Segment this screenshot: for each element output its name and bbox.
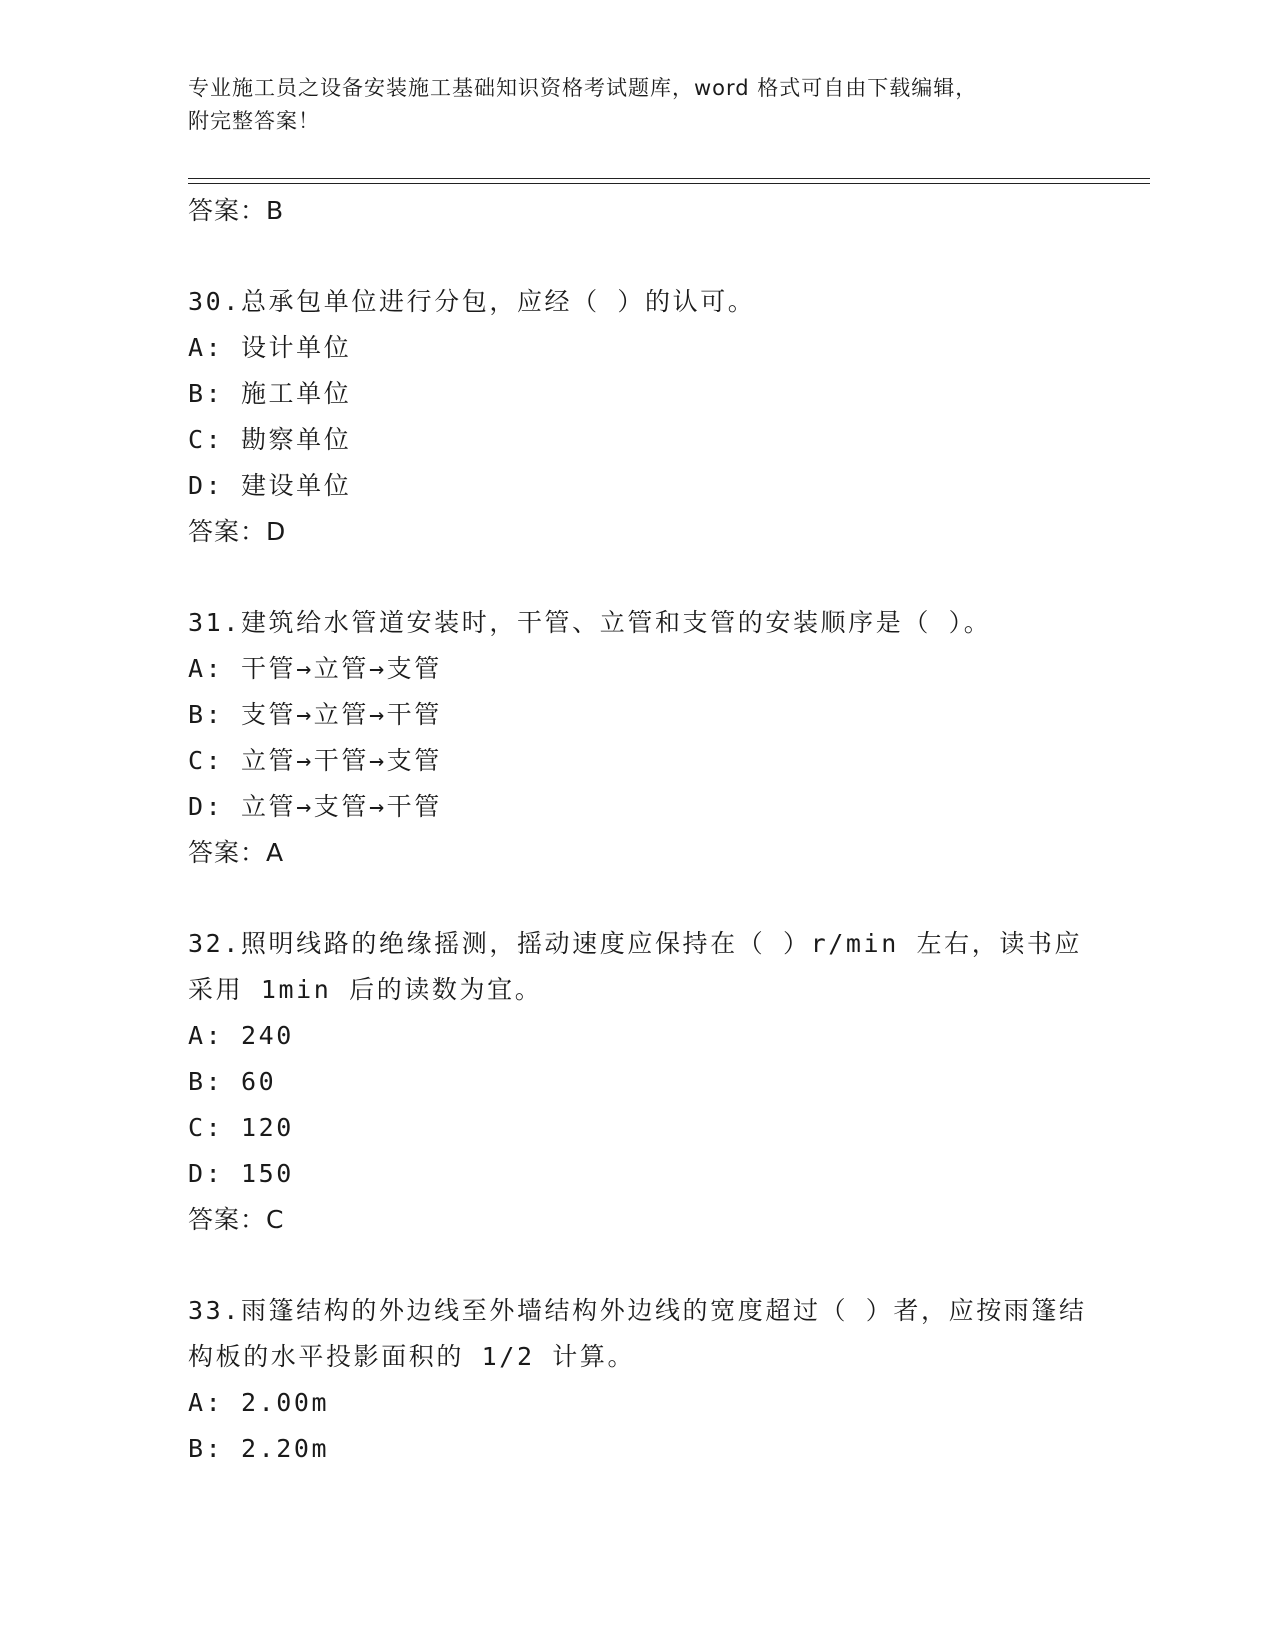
question-33: [188, 1288, 1148, 1472]
option-a: A: 240: [188, 1021, 294, 1050]
option-d: D: 150: [188, 1159, 294, 1188]
question-31: [188, 600, 1148, 876]
option-b: B: 60: [188, 1067, 277, 1096]
header-divider-top: [188, 178, 1150, 179]
option-d: D: 立管→支管→干管: [188, 792, 442, 821]
option-b: B: 2.20m: [188, 1434, 330, 1463]
answer: 答案：A: [188, 838, 285, 867]
answer-29: 答案：B: [188, 196, 285, 225]
option-b: B: 支管→立管→干管: [188, 700, 442, 729]
option-b: B: 施工单位: [188, 379, 352, 408]
spacer: [188, 555, 1148, 600]
answer: 答案：D: [188, 517, 287, 546]
header-divider-bottom: [188, 183, 1150, 184]
question-text: 33.雨篷结构的外边线至外墙结构外边线的宽度超过（ ）者，应按雨篷结构板的水平投影面积的 1/2 计算。: [188, 1296, 1087, 1371]
header-title-line1: 专业施工员之设备安装施工基础知识资格考试题库，word 格式可自由下载编辑，: [188, 76, 978, 100]
option-a: A: 2.00m: [188, 1388, 330, 1417]
option-c: C: 120: [188, 1113, 294, 1142]
spacer: [188, 876, 1148, 921]
question-text: 31.建筑给水管道安装时，干管、立管和支管的安装顺序是（ ）。: [188, 608, 992, 637]
question-text: 32.照明线路的绝缘摇测，摇动速度应保持在（ ）r/min 左右，读书应采用 1min 后的读数为宜。: [188, 929, 1083, 1004]
spacer: [188, 1243, 1148, 1288]
option-d: D: 建设单位: [188, 471, 352, 500]
option-a: A: 设计单位: [188, 333, 352, 362]
question-text: 30.总承包单位进行分包，应经（ ）的认可。: [188, 287, 756, 316]
answer: 答案：C: [188, 1205, 285, 1234]
option-a: A: 干管→立管→支管: [188, 654, 442, 683]
question-30: [188, 279, 1148, 555]
header-title-line2: 附完整答案！: [188, 109, 320, 133]
spacer: [188, 234, 1148, 279]
option-c: C: 立管→干管→支管: [188, 746, 442, 775]
question-list: [188, 188, 1148, 1472]
document-header: [188, 72, 1108, 138]
option-c: C: 勘察单位: [188, 425, 352, 454]
question-32: [188, 921, 1148, 1243]
